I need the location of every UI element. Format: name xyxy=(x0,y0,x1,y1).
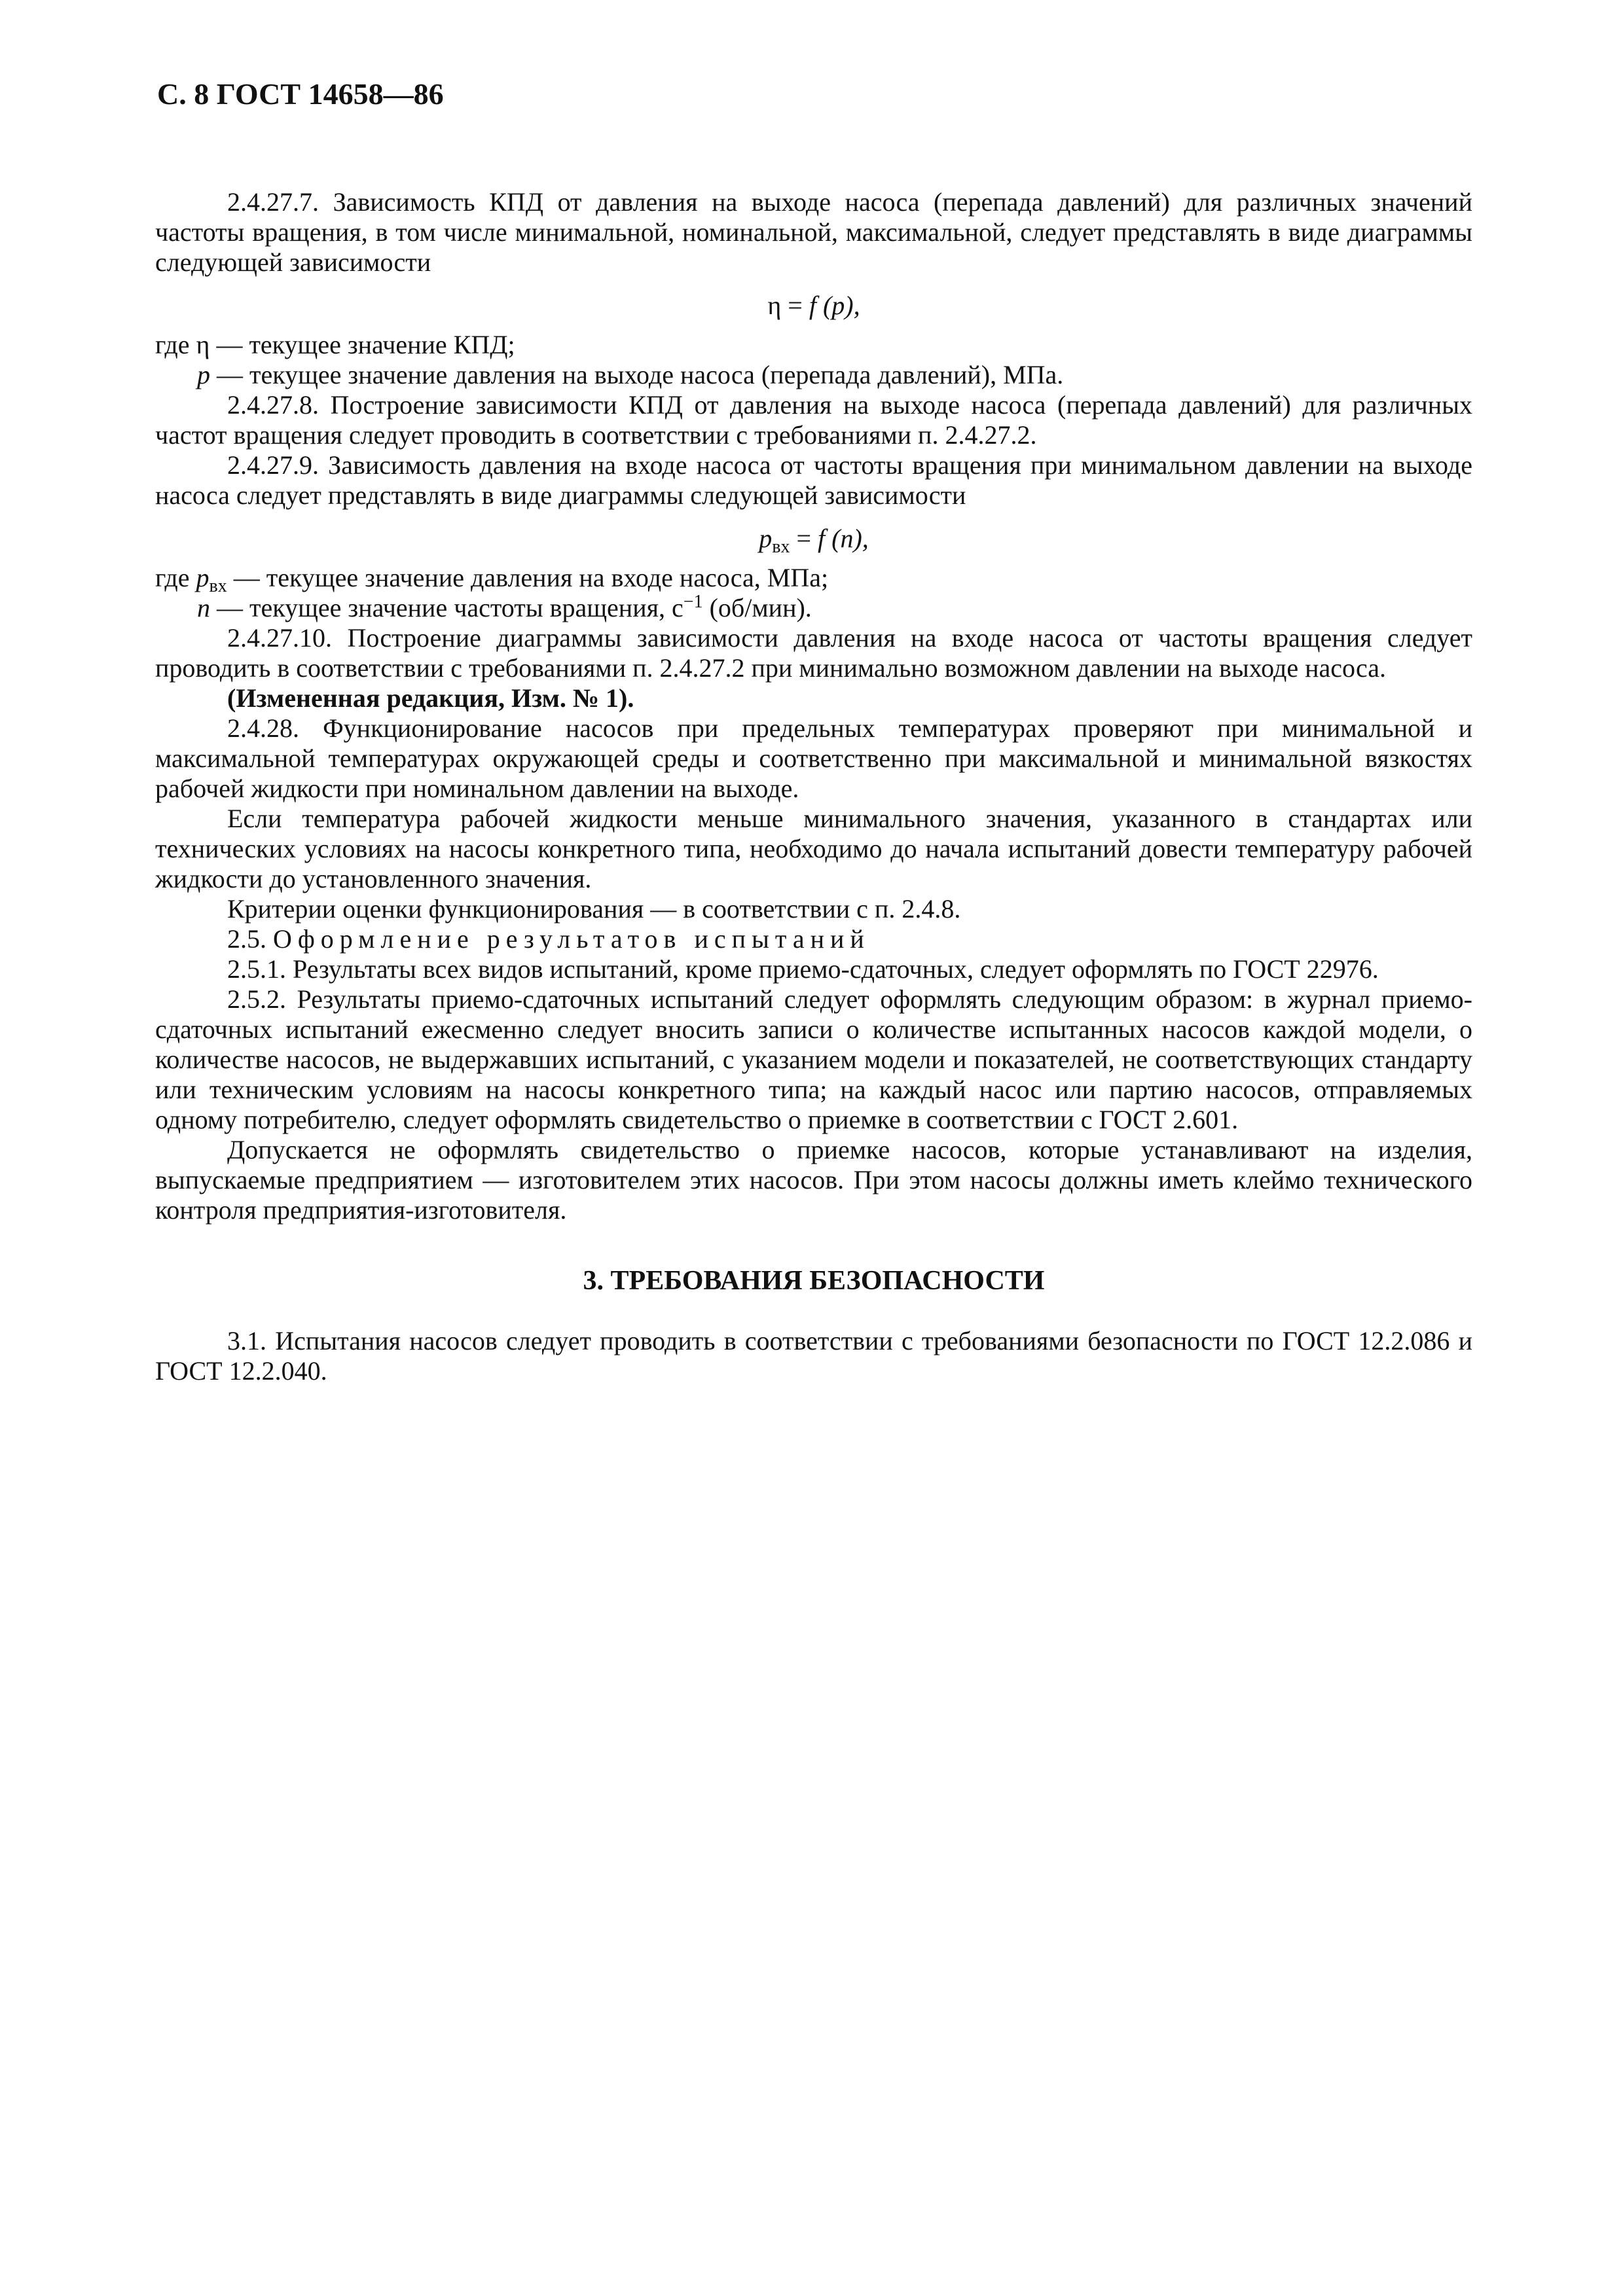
document-body xyxy=(155,187,1472,1386)
paragraph-2-4-27-7: 2.4.27.7. Зависимость КПД от давления на выходе насоса (перепада давлений) для различных значений частоты вращения, в том числе минимальной, номинальной, максимальной, следует представлять в виде диаграммы следующей зависимости xyxy=(155,187,1472,277)
where-eta xyxy=(155,330,1472,360)
where-n xyxy=(155,593,1472,623)
formula-f: f xyxy=(809,291,816,320)
paragraph-criteria: Критерии оценки функционирования — в соответствии с п. 2.4.8. xyxy=(227,894,961,924)
where-n-text: текущее значение частоты вращения, с xyxy=(249,593,684,622)
where-p xyxy=(155,360,1472,390)
paragraph-2-5-2: 2.5.2. Результаты приемо-сдаточных испытаний следует оформлять следующим образом: в журнал приемо-сдаточных испытаний ежесменно следует вносить записи о количестве испытанных насосов каждой модели, о количестве насосов, не выдержавших испытаний, с указанием модели и показателей, не соответствующих стандарту или техническим условиям на насосы конкретного типа; на каждый насос или партию насосов, отправляемых одному потребителю, следует оформлять свидетельство о приемке в соответствии с ГОСТ 2.601. xyxy=(155,984,1472,1134)
paragraph-2-5-1: 2.5.1. Результаты всех видов испытаний, кроме приемо-сдаточных, следует оформлять по ГОСТ 22976. xyxy=(227,954,1379,984)
where-pvx-sub: вх xyxy=(209,576,227,596)
subsection-2-5-number: 2.5. xyxy=(227,924,273,954)
where-n-unit: (об/мин). xyxy=(702,593,812,622)
paragraph-allowed: Допускается не оформлять свидетельство о приемке насосов, которые устанавливают на изделия, выпускаемые предприятием — изготовителем этих насосов. При этом насосы должны иметь клеймо технического контроля предприятия-изготовителя. xyxy=(155,1135,1472,1225)
where-pvx-symbol: p xyxy=(196,563,210,592)
formula2-equals: = xyxy=(790,524,818,553)
where-pvx-text: текущее значение давления на входе насоса, МПа; xyxy=(266,563,829,592)
formula2-arg: (n), xyxy=(825,524,869,553)
formula-eta: η xyxy=(767,291,782,320)
paragraph-2-4-27-9: 2.4.27.9. Зависимость давления на входе насоса от частоты вращения при минимальном давлении на выходе насоса следует представлять в виде диаграммы следующей зависимости xyxy=(155,450,1472,510)
where-p-dash: — xyxy=(210,360,249,389)
page-header: С. 8 ГОСТ 14658—86 xyxy=(157,77,444,111)
where-n-sup: −1 xyxy=(683,592,703,612)
formula-efficiency xyxy=(155,291,1472,321)
where-eta-intro: где η — xyxy=(155,330,249,359)
amendment-note: (Измененная редакция, Изм. № 1). xyxy=(227,683,634,713)
where-pvx xyxy=(155,563,1472,596)
formula2-sub: вх xyxy=(772,537,790,557)
subsection-2-5-heading xyxy=(155,924,1472,954)
where-pvx-dash: — xyxy=(227,563,266,592)
where-n-symbol: n xyxy=(197,593,210,622)
where-p-text: текущее значение давления на выходе насоса (перепада давлений), МПа. xyxy=(249,360,1064,389)
section-3-title: 3. ТРЕБОВАНИЯ БЕЗОПАСНОСТИ xyxy=(583,1266,1045,1296)
formula-inlet-pressure xyxy=(155,524,1472,557)
where-p-symbol: p xyxy=(197,360,210,389)
where-eta-text: текущее значение КПД; xyxy=(249,330,515,359)
formula-arg: (p), xyxy=(816,291,860,320)
formula-equals: = xyxy=(781,291,809,320)
paragraph-2-4-27-10: 2.4.27.10. Построение диаграммы зависимости давления на входе насоса от частоты вращения следует проводить в соответствии с требованиями п. 2.4.27.2 при минимально возможном давлении на выходе насоса. xyxy=(155,623,1472,683)
paragraph-temperature: Если температура рабочей жидкости меньше минимального значения, указанного в стандартах или технических условиях на насосы конкретного типа, необходимо до начала испытаний довести температуру рабочей жидкости до установленного значения. xyxy=(155,804,1472,893)
formula2-f: f xyxy=(818,524,826,553)
paragraph-3-1: 3.1. Испытания насосов следует проводить в соответствии с требованиями безопасности по ГОСТ 12.2.086 и ГОСТ 12.2.040. xyxy=(155,1326,1472,1386)
where-pvx-intro: где xyxy=(155,563,196,592)
paragraph-2-4-28: 2.4.28. Функционирование насосов при предельных температурах проверяют при минимальной и максимальной температурах окружающей среды и соответственно при максимальной и минимальной вязкостях рабочей жидкости при номинальном давлении на выходе. xyxy=(155,713,1472,803)
where-n-dash: — xyxy=(210,593,249,622)
formula2-p: p xyxy=(759,524,773,553)
paragraph-2-4-27-8: 2.4.27.8. Построение зависимости КПД от давления на выходе насоса (перепада давлений) для различных частот вращения следует проводить в соответствии с требованиями п. 2.4.27.2. xyxy=(155,390,1472,450)
subsection-2-5-title: Оформление результатов испытаний xyxy=(273,924,870,954)
